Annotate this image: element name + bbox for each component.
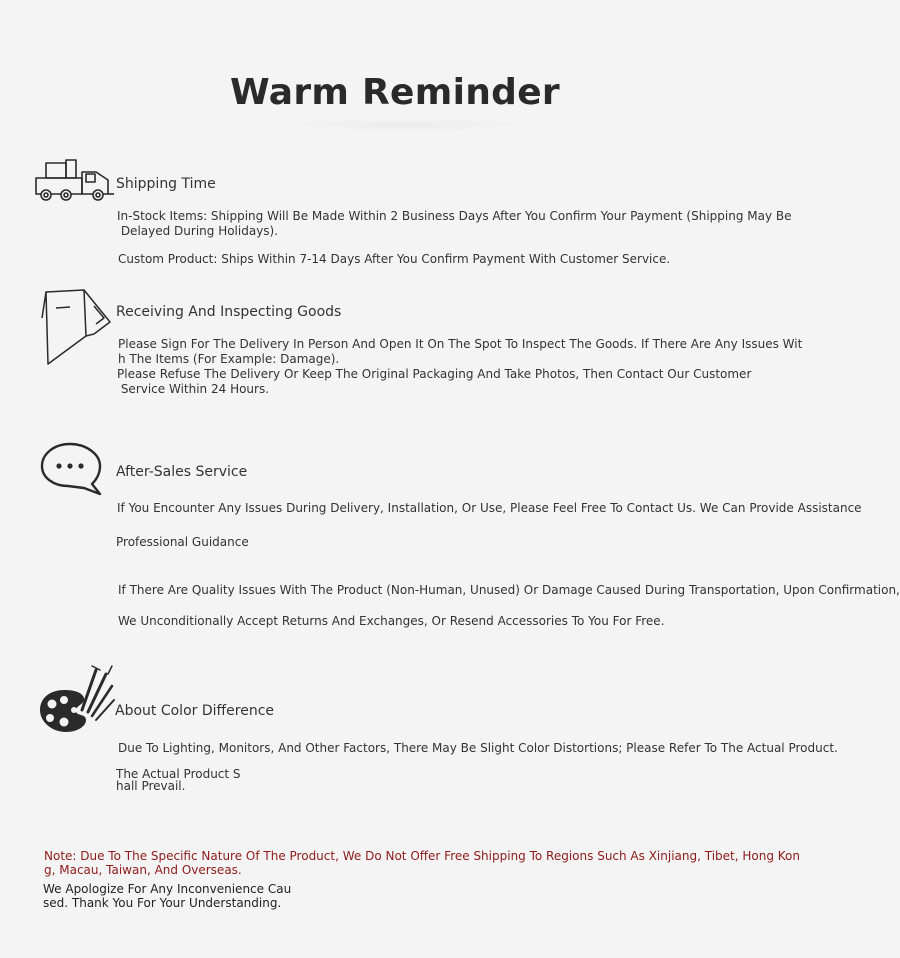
chat-bubble-icon <box>38 440 104 498</box>
shipping-custom-text: Custom Product: Ships Within 7-14 Days After You Confirm Payment With Customer Service. <box>118 252 671 266</box>
after-sales-guidance-text: Professional Guidance <box>116 535 249 549</box>
palette-icon <box>38 664 116 738</box>
receiving-refuse-text: Please Refuse The Delivery Or Keep The Original Packaging And Take Photos, Then Contact Our Customer Service Within 24 Hours. <box>117 367 752 396</box>
after-sales-contact-text: If You Encounter Any Issues During Delivery, Installation, Or Use, Please Feel Free To Contact Us. We Can Provide Assistance <box>117 501 862 515</box>
color-heading: About Color Difference <box>115 703 275 719</box>
color-distortion-text: Due To Lighting, Monitors, And Other Factors, There May Be Slight Color Distortions; Please Refer To The Actual Product. <box>118 741 838 755</box>
after-sales-heading: After-Sales Service <box>116 464 248 480</box>
title-shadow <box>280 118 530 132</box>
shipping-in-stock-text: In-Stock Items: Shipping Will Be Made Within 2 Business Days After You Confirm Your Payment (Shipping May Be Delayed During Holidays). <box>117 209 792 238</box>
receiving-heading: Receiving And Inspecting Goods <box>116 304 342 320</box>
after-sales-quality-text: If There Are Quality Issues With The Product (Non-Human, Unused) Or Damage Caused During Transportation, Upon Confirmation, <box>118 583 900 597</box>
shipping-heading: Shipping Time <box>116 176 216 192</box>
box-icon <box>38 288 114 368</box>
color-prevail-text: The Actual Product S hall Prevail. <box>116 767 241 793</box>
page-title: Warm Reminder <box>230 72 560 113</box>
apology-text: We Apologize For Any Inconvenience Cau sed. Thank You For Your Understanding. <box>43 882 292 910</box>
receiving-inspect-text: Please Sign For The Delivery In Person And Open It On The Spot To Inspect The Goods. If There Are Any Issues Wit h The Items (For Example: Damage). <box>118 337 803 366</box>
shipping-note: Note: Due To The Specific Nature Of The Product, We Do Not Offer Free Shipping To Regions Such As Xinjiang, Tibet, Hong Kon g, Macau, Taiwan, And Overseas. <box>44 849 800 877</box>
truck-icon <box>34 158 122 206</box>
after-sales-returns-text: We Unconditionally Accept Returns And Exchanges, Or Resend Accessories To You For Free. <box>118 614 665 628</box>
